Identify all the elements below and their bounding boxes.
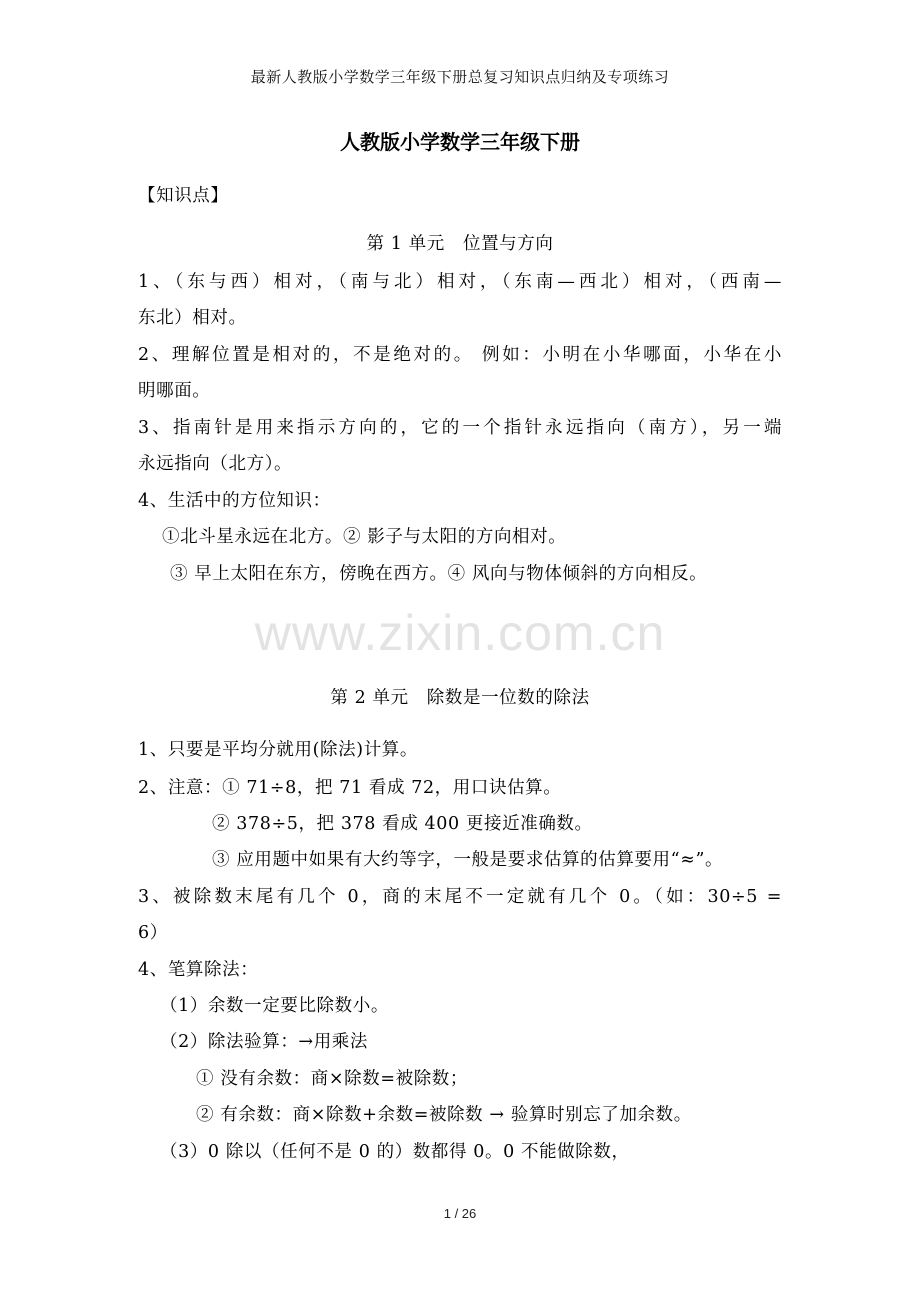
unit2-point4-sub2: （2）除法验算：→用乘法 bbox=[160, 1032, 368, 1052]
unit1-heading: 第 1 单元 位置与方向 bbox=[366, 234, 554, 254]
unit2-heading: 第 2 单元 除数是一位数的除法 bbox=[330, 688, 590, 708]
unit1-point1-line1: 1、（东与西）相对，（南与北）相对，（东南—西北）相对，（西南— bbox=[138, 272, 782, 292]
unit2-point1: 1、只要是平均分就用(除法)计算。 bbox=[138, 740, 418, 760]
unit2-point4-sub3: （3）0 除以（任何不是 0 的）数都得 0。0 不能做除数， bbox=[160, 1142, 630, 1162]
unit2-point4-sub2-a: ① 没有余数：商×除数=被除数； bbox=[196, 1069, 468, 1089]
page-number: 1 / 26 bbox=[443, 1206, 477, 1221]
unit2-point4-title: 4、笔算除法： bbox=[138, 960, 259, 980]
unit1-point4-title: 4、生活中的方位知识： bbox=[138, 491, 331, 511]
unit2-point2-line1: 2、注意：① 71÷8，把 71 看成 72，用口诀估算。 bbox=[138, 778, 562, 798]
running-header: 最新人教版小学数学三年级下册总复习知识点归纳及专项练习 bbox=[250, 68, 670, 86]
unit2-point3-line2: 6） bbox=[138, 923, 168, 943]
unit1-point2-line2: 明哪面。 bbox=[138, 381, 211, 401]
unit2-point4-sub1: （1）余数一定要比除数小。 bbox=[160, 996, 389, 1016]
unit1-point2-line1: 2、理解位置是相对的，不是绝对的。 例如：小明在小华哪面，小华在小 bbox=[138, 345, 782, 365]
unit1-point4-sub1: ①北斗星永远在北方。② 影子与太阳的方向相对。 bbox=[162, 527, 567, 547]
unit2-point4-sub2-b: ② 有余数：商×除数+余数=被除数 → 验算时别忘了加余数。 bbox=[196, 1105, 692, 1125]
unit2-point2-line3: ③ 应用题中如果有大约等字，一般是要求估算的估算要用“≈”。 bbox=[212, 850, 724, 870]
unit2-point2-line2: ② 378÷5，把 378 看成 400 更接近准确数。 bbox=[212, 814, 593, 834]
unit2-point3-line1: 3、被除数末尾有几个 0，商的末尾不一定就有几个 0。（如：30÷5 = bbox=[138, 887, 782, 907]
unit1-point3-line2: 永远指向（北方）。 bbox=[138, 454, 293, 474]
unit1-point4-sub2: ③ 早上太阳在东方，傍晚在西方。④ 风向与物体倾斜的方向相反。 bbox=[170, 564, 708, 584]
unit1-point1-line2: 东北）相对。 bbox=[138, 308, 247, 328]
document-title: 人教版小学数学三年级下册 bbox=[340, 130, 580, 154]
watermark: www.zixin.com.cn bbox=[254, 605, 666, 661]
section-label: 【知识点】 bbox=[138, 186, 229, 206]
unit1-point3-line1: 3、指南针是用来指示方向的，它的一个指针永远指向（南方），另一端 bbox=[138, 418, 782, 438]
